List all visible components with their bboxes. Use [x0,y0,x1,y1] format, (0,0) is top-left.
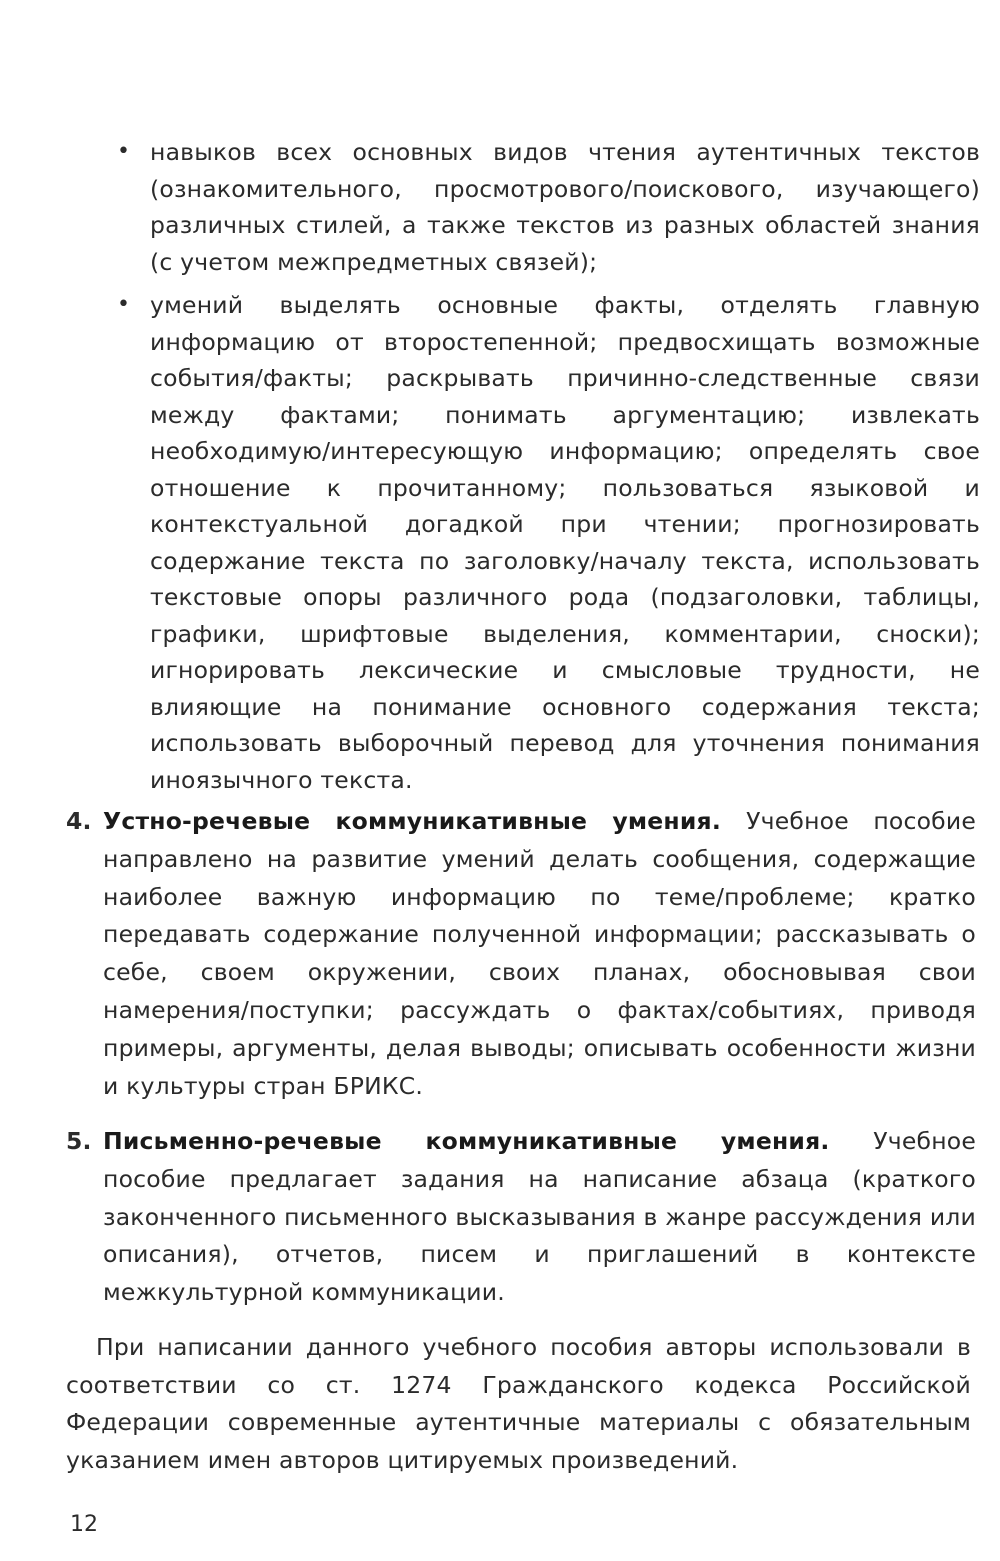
item-heading: Письменно-речевые коммуникативные умения. [103,1127,874,1155]
item-number: 5. [66,1127,92,1155]
list-item [117,134,980,280]
item-number: 4. [66,807,92,835]
numbered-item-4 [66,803,976,1105]
bullet-list [117,134,980,805]
closing-paragraph: При написании данного учебного пособия авторы использовали в соответствии со ст. 1274 Гражданского кодекса Российской Федерации современные аутентичные материалы с обязательным указанием имен авторов цитируемых произведений. [66,1333,971,1474]
bullet-icon: • [117,292,131,317]
bullet-text: навыков всех основных видов чтения аутентичных текстов (ознакомительного, просмотрового/поискового, изучающего) различных стилей, а также текстов из разных областей знания (с учетом межпредметных связей); [150,138,980,276]
item-text: Учебное пособие предлагает задания на написание абзаца (краткого законченного письменного высказывания в жанре рассуждения или описания), отчетов, писем и приглашений в контексте межкультурной коммуникации. [103,1127,976,1307]
numbered-item-5 [66,1123,976,1312]
bullet-text: умений выделять основные факты, отделять главную информацию от второстепенной; предвосхищать возможные события/факты; раскрывать причинно-следственные связи между фактами; понимать аргументацию; извлекать необходимую/интересующую информацию; определять свое отношение к прочитанному; пользоваться языковой и контекстуальной догадкой при чтении; прогнозировать содержание текста по заголовку/началу текста, использовать текстовые опоры различного рода (подзаголовки, таблицы, графики, шрифтовые выделения, комментарии, сноски); игнорировать лексические и смысловые трудности, не влияющие на понимание основного содержания текста; использовать выборочный перевод для уточнения понимания иноязычного текста. [150,291,980,794]
item-heading: Устно-речевые коммуникативные умения. [103,807,747,835]
item-text: Учебное пособие направлено на развитие умений делать сообщения, содержащие наиболее важную информацию по теме/проблеме; кратко передавать содержание полученной информации; рассказывать о себе, своем окружении, своих планах, обосновывая свои намерения/поступки; рассуждать о фактах/событиях, приводя примеры, аргументы, делая выводы; описывать особенности жизни и культуры стран БРИКС. [103,807,977,1100]
list-item [117,287,980,798]
bullet-icon: • [117,139,131,164]
page-number: 12 [70,1512,98,1537]
